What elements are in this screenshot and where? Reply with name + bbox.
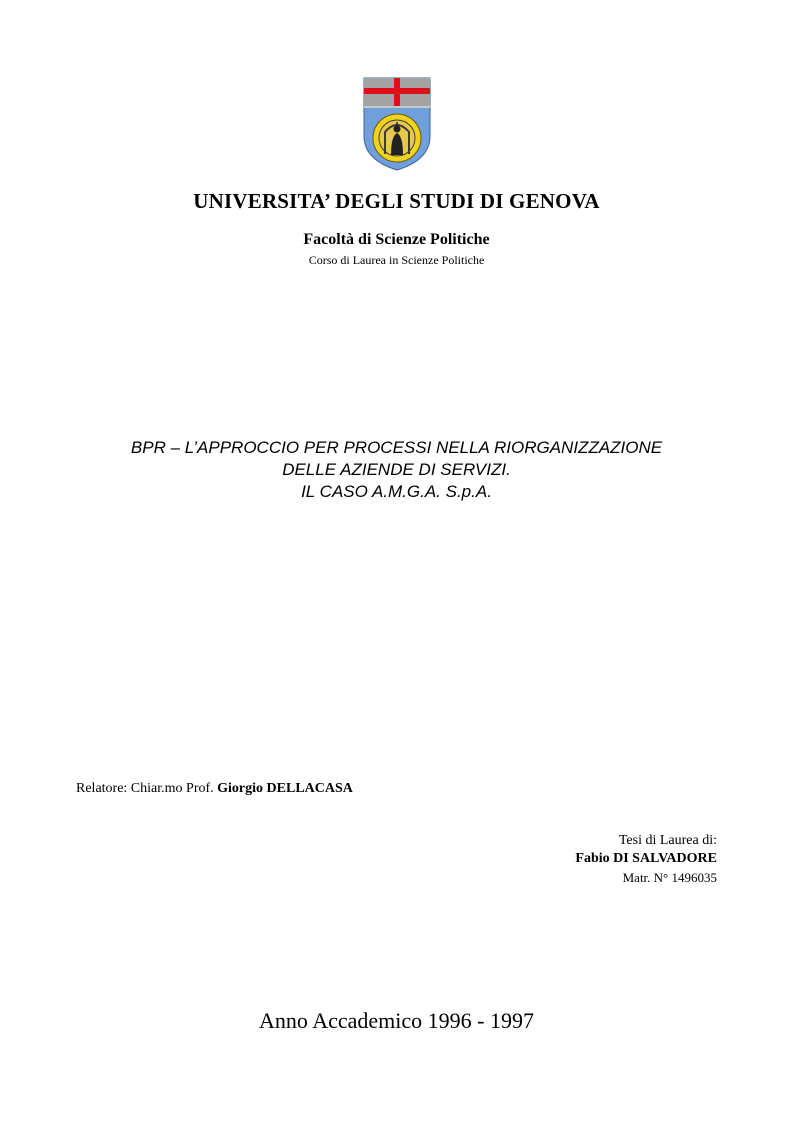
supervisor-line [76, 781, 353, 797]
course-name: Corso di Laurea in Scienze Politiche [308, 253, 485, 267]
candidate-label: Tesi di Laurea di: [618, 833, 717, 848]
faculty-name: Facoltà di Scienze Politiche [303, 231, 490, 248]
supervisor-prefix: Relatore: Chiar.mo Prof. [76, 781, 214, 796]
thesis-title-line-3: IL CASO A.M.G.A. S.p.A. [301, 482, 492, 501]
academic-year: Anno Accademico 1996 - 1997 [259, 1008, 534, 1033]
thesis-title-line-2: DELLE AZIENDE DI SERVIZI. [282, 460, 511, 479]
supervisor-name: Giorgio DELLACASA [217, 781, 353, 796]
thesis-title-line-1: BPR – L’APPROCCIO PER PROCESSI NELLA RIORGANIZZAZIONE [130, 438, 663, 457]
candidate-name: Fabio DI SALVADORE [575, 851, 717, 866]
candidate-matricola: Matr. N° 1496035 [622, 870, 717, 885]
university-crest-icon [362, 76, 432, 172]
university-name: UNIVERSITA’ DEGLI STUDI DI GENOVA [193, 189, 600, 213]
